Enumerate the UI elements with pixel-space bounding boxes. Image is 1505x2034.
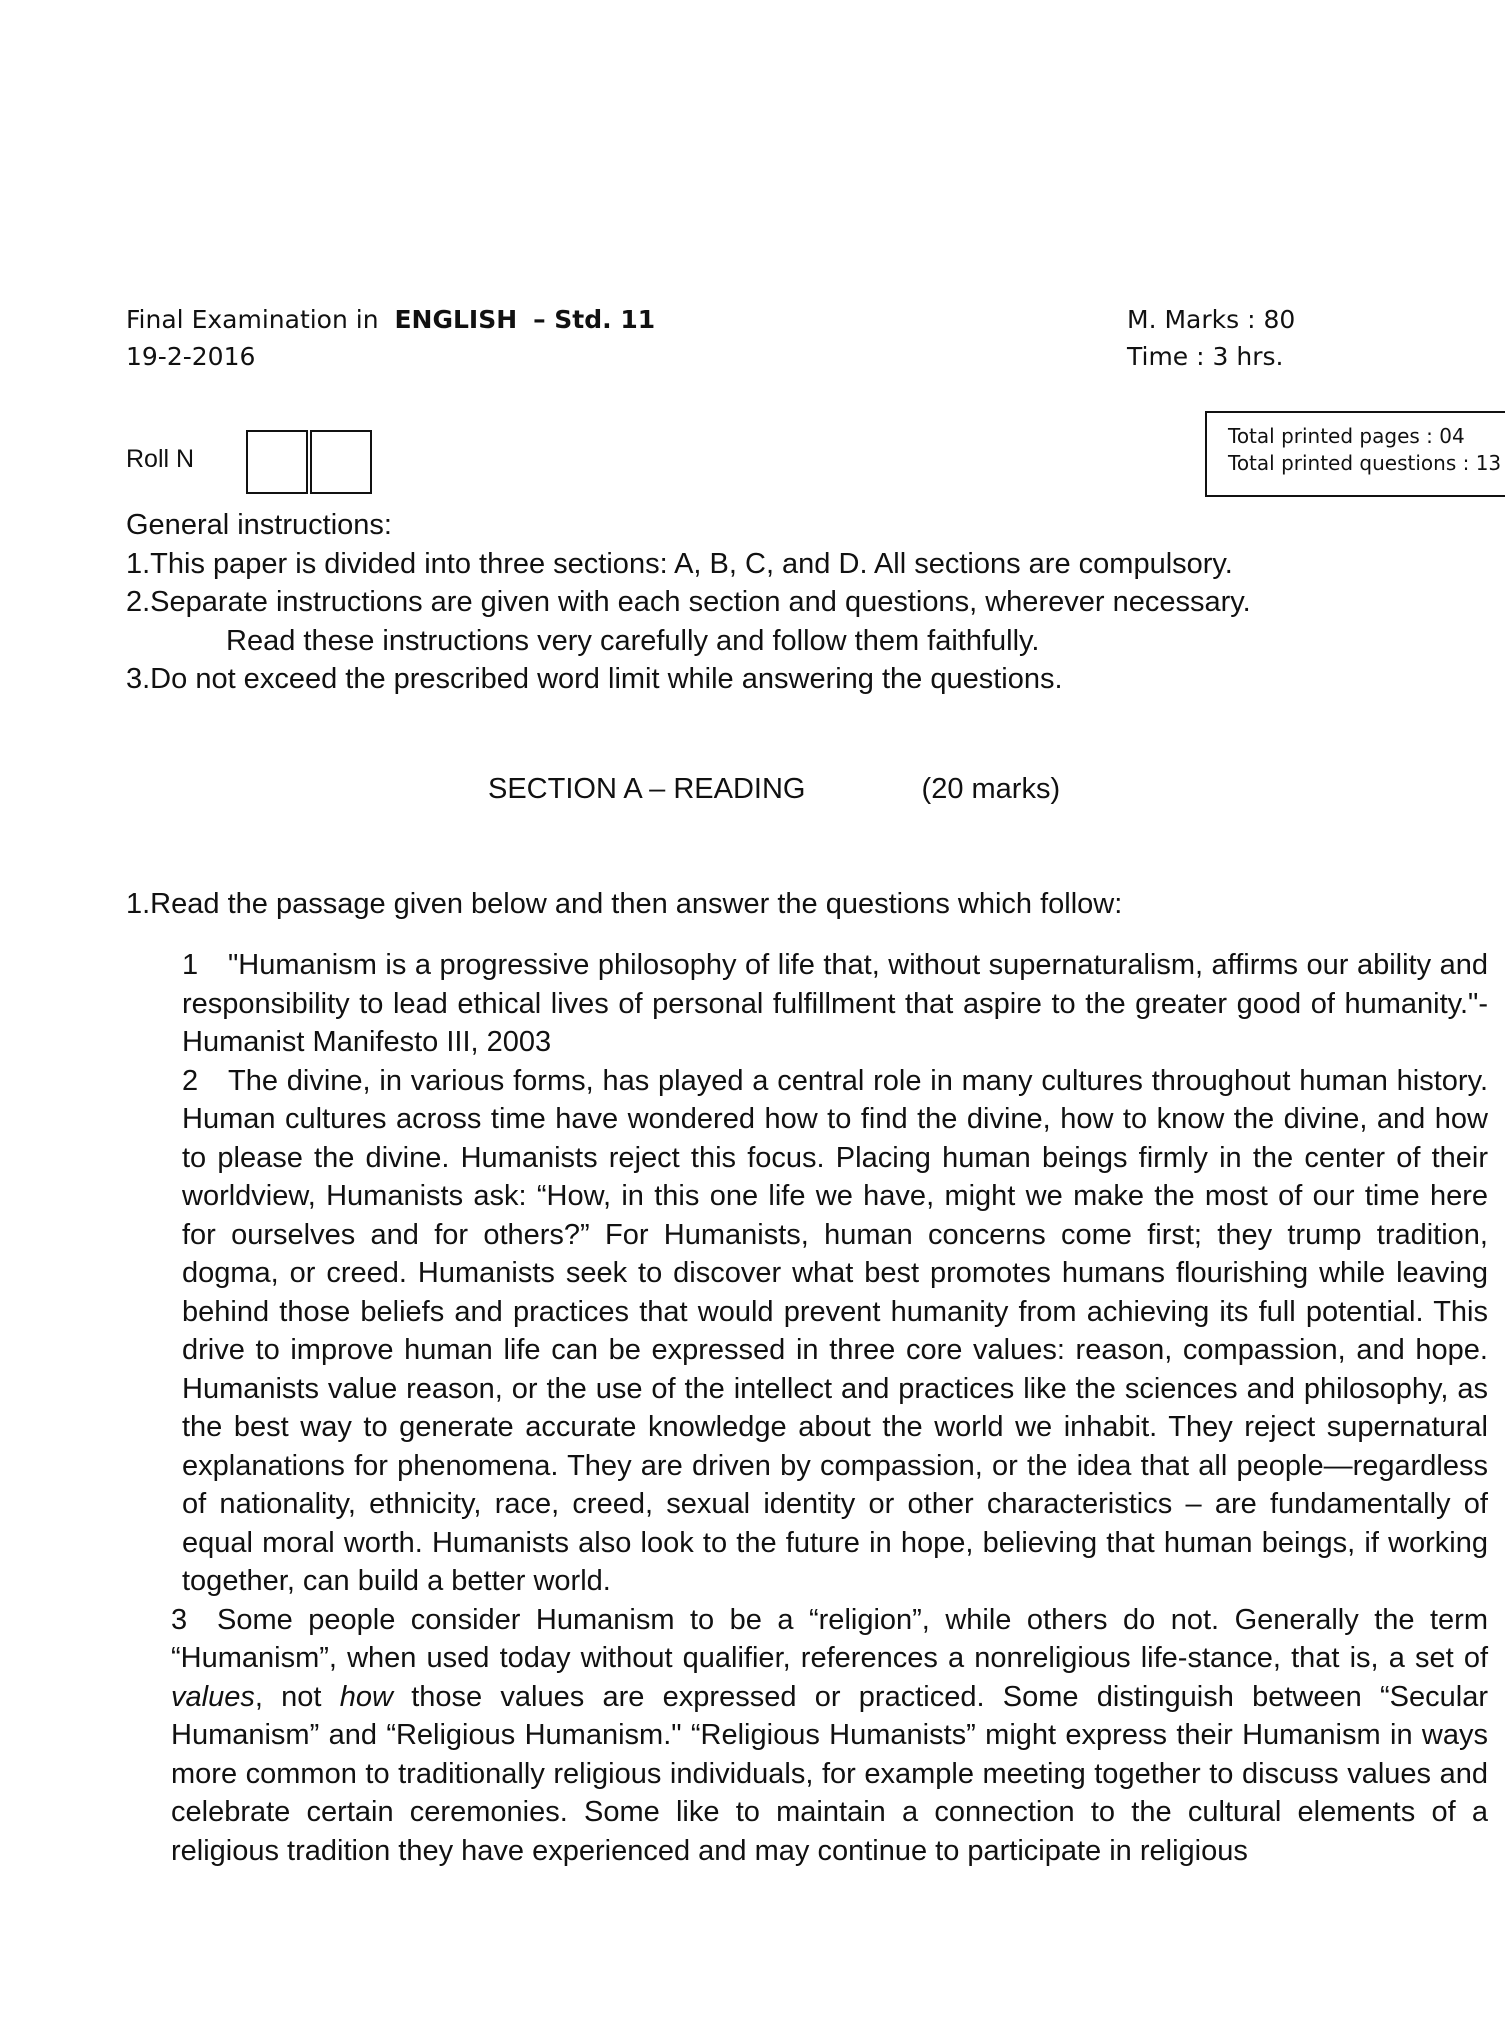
- paragraph-text: , not: [254, 1680, 340, 1713]
- passage-paragraph-2: [182, 1062, 1488, 1601]
- paragraph-text: Some people consider Humanism to be a “religion”, while others do not. Generally the term “Humanism”, when used today without qualifier, references a nonreligious life-stance, that is, a set of: [171, 1603, 1488, 1674]
- section-marks: (20 marks): [921, 773, 1061, 805]
- total-pages: Total printed pages : 04: [1228, 424, 1465, 448]
- max-marks: M. Marks : 80: [1127, 305, 1296, 334]
- reading-passage: [171, 946, 1488, 1870]
- general-instructions: [126, 506, 1505, 699]
- emphasis-values: values: [171, 1680, 255, 1713]
- paragraph-text: "Humanism is a progressive philosophy of life that, without supernaturalism, affirms our ability and responsibility to lead ethical lives of personal fulfillment that aspire to the greater good of humanity."- Humanist Manifesto III, 2003: [182, 949, 1488, 1058]
- exam-subject: ENGLISH: [394, 305, 518, 334]
- instruction-item: Read these instructions very carefully and follow them faithfully.: [226, 624, 1040, 657]
- roll-label: Roll N: [126, 445, 195, 473]
- exam-time: Time : 3 hrs.: [1127, 342, 1284, 371]
- exam-title: [126, 302, 655, 338]
- instruction-item: 2.Separate instructions are given with each section and questions, wherever necessary.: [126, 586, 1251, 618]
- section-heading: [488, 773, 1060, 806]
- exam-std: – Std. 11: [533, 305, 656, 334]
- exam-date: 19-2-2016: [126, 342, 256, 371]
- exam-prefix: Final Examination in: [126, 305, 379, 334]
- instruction-item: 3.Do not exceed the prescribed word limit while answering the questions.: [126, 663, 1063, 695]
- question-1: 1.Read the passage given below and then answer the questions which follow:: [126, 888, 1123, 920]
- instruction-item: 1.This paper is divided into three sections: A, B, C, and D. All sections are compulsory.: [126, 547, 1233, 580]
- passage-paragraph-3: [171, 1601, 1488, 1871]
- total-questions: Total printed questions : 13: [1228, 451, 1502, 475]
- page-count-box: [1205, 411, 1505, 497]
- roll-box-2: [310, 430, 372, 494]
- paragraph-number: 1: [182, 949, 199, 981]
- emphasis-how: how: [339, 1680, 393, 1713]
- passage-paragraph-1: [182, 946, 1488, 1062]
- paragraph-text: The divine, in various forms, has played a central role in many cultures throughout human history. Human cultures across time have wondered how to find the divine, how to know the divine, and how to please the divine. Humanists reject this focus. Placing human beings firmly in the center of their worldview, Humanists ask: “How, in this one life we have, might we make the most of our time here for ourselves and for others?” For Humanists, human concerns come first; they trump tradition, dogma, or creed. Humanists seek to discover what best promotes humans flourishing while leaving behind those beliefs and practices that would prevent humanity from achieving its full potential. This drive to improve human life can be expressed in three core values: reason, compassion, and hope. Humanists value reason, or the use of the intellect and practices like the sciences and philosophy, as the best way to generate accurate knowledge about the world we inhabit. They reject supernatural explanations for phenomena. They are driven by compassion, or the idea that all people—regardless of nationality, ethnicity, race, creed, sexual identity or other characteristics – are fundamentally of equal moral worth. Humanists also look to the future in hope, believing that human beings, if working together, can build a better world.: [182, 1064, 1488, 1597]
- paragraph-number: 3: [171, 1603, 188, 1636]
- section-title: SECTION A – READING: [488, 773, 806, 805]
- paragraph-number: 2: [182, 1064, 199, 1097]
- roll-box-1: [246, 430, 308, 494]
- instructions-heading: General instructions:: [126, 509, 392, 541]
- paragraph-text: those values are expressed or practiced. Some distinguish between “Secular Humanism” and “Religious Humanism." “Religious Humanists” might express their Humanism in ways more common to traditionally religious individuals, for example meeting together to discuss values and celebrate certain ceremonies. Some like to maintain a connection to the cultural elements of a religious tradition they have experienced and may continue to participate in religious: [171, 1680, 1488, 1867]
